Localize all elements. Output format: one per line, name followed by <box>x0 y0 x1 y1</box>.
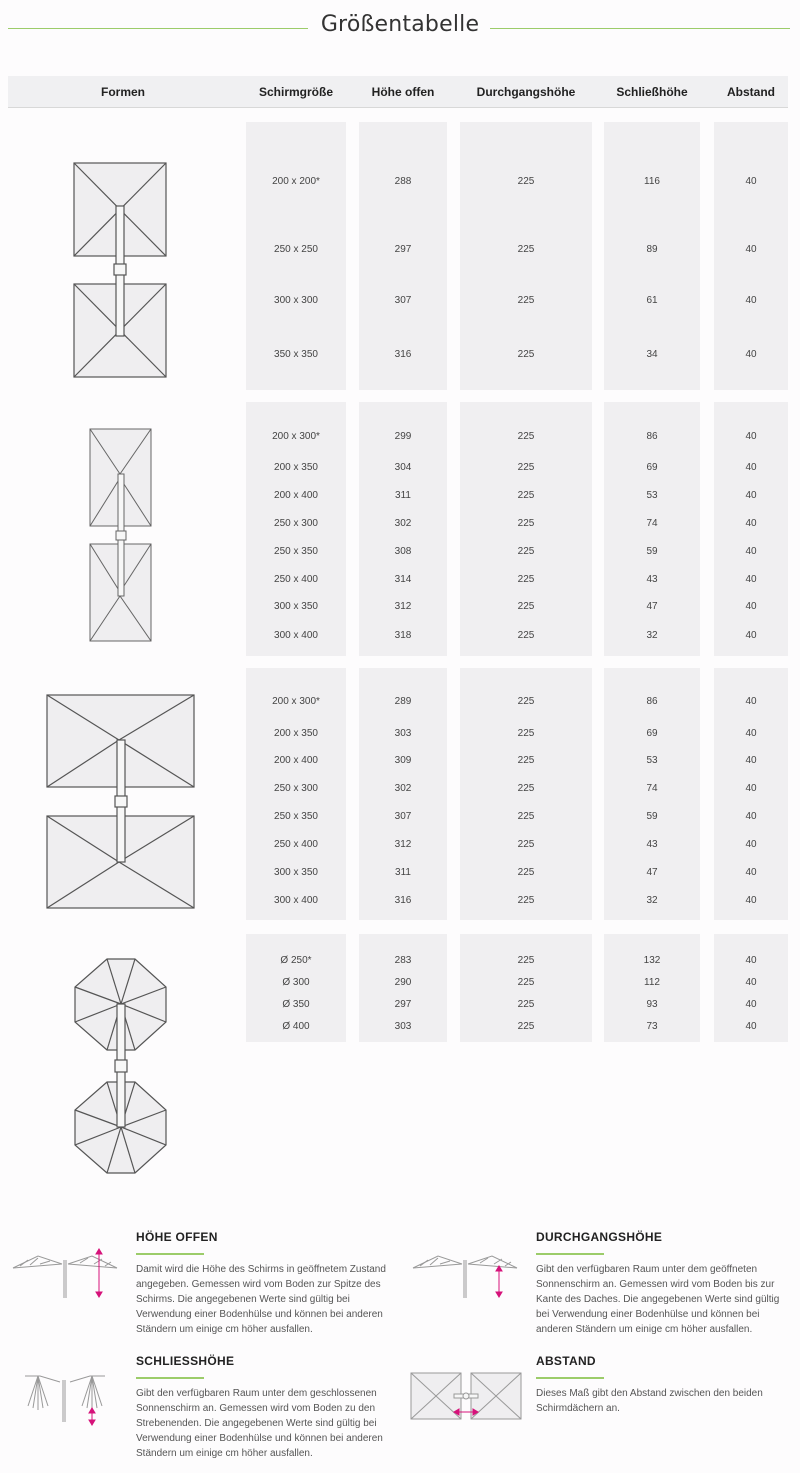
cell-hoehe-offen: 308 <box>394 546 412 557</box>
cell-schliesshoehe: 69 <box>646 728 658 739</box>
cell-schirmgroesse: Ø 250* <box>280 955 312 966</box>
cell-schirmgroesse: 200 x 200* <box>272 176 320 187</box>
cell-durchgangshoehe: 225 <box>517 490 535 501</box>
cell-schirmgroesse: 250 x 250 <box>274 244 318 255</box>
header-schliesshoehe: Schließhöhe <box>616 85 688 99</box>
cell-hoehe-offen: 318 <box>394 630 412 641</box>
cell-abstand: 40 <box>745 431 757 442</box>
cell-schliesshoehe: 43 <box>646 574 658 585</box>
cell-hoehe-offen: 302 <box>394 783 412 794</box>
cell-schliesshoehe: 59 <box>646 811 658 822</box>
cell-schirmgroesse: Ø 400 <box>282 1021 310 1032</box>
legend-underline <box>136 1377 204 1379</box>
cell-hoehe-offen: 307 <box>394 811 412 822</box>
cell-abstand: 40 <box>745 839 757 850</box>
legend-text-durchgangshoehe: Gibt den verfügbaren Raum unter dem geöffneten Sonnenschirm an. Gemessen wird vom Boden bis zur Kante des Daches. Die angegebenen Werte sind gültig bei Verwendung einer Bodenhülse und können bei anderen Ständern um einige cm höher ausfallen. <box>536 1264 780 1335</box>
cell-durchgangshoehe: 225 <box>517 977 535 988</box>
closed-height-diagram-icon <box>20 1368 110 1428</box>
legend-durchgangshoehe <box>400 1220 800 1340</box>
cell-hoehe-offen: 297 <box>394 244 412 255</box>
cell-schirmgroesse: 300 x 350 <box>274 867 318 878</box>
cell-schliesshoehe: 32 <box>646 630 658 641</box>
cell-hoehe-offen: 309 <box>394 755 412 766</box>
cell-schirmgroesse: 300 x 400 <box>274 895 318 906</box>
cell-schirmgroesse: 300 x 400 <box>274 630 318 641</box>
legend-underline <box>136 1253 204 1255</box>
cell-schliesshoehe: 112 <box>644 977 660 988</box>
cell-durchgangshoehe: 225 <box>517 546 535 557</box>
header-schirmgroesse: Schirmgröße <box>258 85 333 99</box>
cell-abstand: 40 <box>745 955 757 966</box>
square-umbrella-pair-icon <box>70 160 170 382</box>
legend-title-durchgangshoehe: DURCHGANGSHÖHE <box>536 1230 663 1244</box>
cell-schliesshoehe: 69 <box>646 462 658 473</box>
legend-abstand <box>400 1344 800 1469</box>
cell-schirmgroesse: 250 x 300 <box>274 783 318 794</box>
cell-abstand: 40 <box>745 518 757 529</box>
legend-text-hoehe-offen: Damit wird die Höhe des Schirms in geöffnetem Zustand angegeben. Gemessen wird vom Boden zur Spitze des Schirms. Die angegebenen Werte sind gültig bei Verwendung einer Bodenhülse und können bei anderen Ständern um einige cm höher ausfallen. <box>136 1264 386 1335</box>
cell-durchgangshoehe: 225 <box>517 630 535 641</box>
cell-schirmgroesse: 200 x 300* <box>272 431 320 442</box>
cell-hoehe-offen: 316 <box>394 895 412 906</box>
cell-abstand: 40 <box>745 601 757 612</box>
cell-abstand: 40 <box>745 1021 757 1032</box>
legend-hoehe-offen <box>0 1220 400 1340</box>
clearance-height-diagram-icon <box>410 1244 520 1304</box>
cell-hoehe-offen: 290 <box>394 977 412 988</box>
cell-schliesshoehe: 132 <box>643 955 661 966</box>
cell-durchgangshoehe: 225 <box>517 999 535 1010</box>
cell-durchgangshoehe: 225 <box>517 574 535 585</box>
cell-abstand: 40 <box>745 630 757 641</box>
legend-title-hoehe-offen: HÖHE OFFEN <box>136 1230 218 1244</box>
cell-schliesshoehe: 53 <box>646 755 658 766</box>
header-formen: Formen <box>100 85 145 99</box>
cell-schliesshoehe: 116 <box>644 176 660 187</box>
cell-durchgangshoehe: 225 <box>517 955 535 966</box>
cell-hoehe-offen: 311 <box>395 490 411 501</box>
open-height-diagram-icon <box>10 1244 120 1304</box>
cell-abstand: 40 <box>745 349 757 360</box>
header-hoehe-offen: Höhe offen <box>371 85 435 99</box>
cell-durchgangshoehe: 225 <box>517 431 535 442</box>
cell-durchgangshoehe: 225 <box>517 783 535 794</box>
cell-durchgangshoehe: 225 <box>517 811 535 822</box>
portrait-rectangle-umbrella-pair-icon <box>86 426 156 644</box>
cell-schliesshoehe: 73 <box>646 1021 658 1032</box>
cell-hoehe-offen: 312 <box>394 839 412 850</box>
cell-abstand: 40 <box>745 999 757 1010</box>
cell-schliesshoehe: 89 <box>646 244 658 255</box>
cell-abstand: 40 <box>745 546 757 557</box>
cell-schliesshoehe: 86 <box>646 431 658 442</box>
header-abstand: Abstand <box>727 85 775 99</box>
cell-hoehe-offen: 288 <box>394 176 412 187</box>
distance-diagram-icon <box>408 1370 524 1422</box>
cell-abstand: 40 <box>745 176 757 187</box>
cell-durchgangshoehe: 225 <box>517 1021 535 1032</box>
cell-schliesshoehe: 32 <box>646 895 658 906</box>
cell-hoehe-offen: 303 <box>394 1021 412 1032</box>
cell-durchgangshoehe: 225 <box>517 755 535 766</box>
cell-hoehe-offen: 314 <box>394 574 412 585</box>
legend-title-schliesshoehe: SCHLIESSHÖHE <box>136 1354 235 1368</box>
cell-hoehe-offen: 299 <box>394 431 412 442</box>
cell-schliesshoehe: 74 <box>646 783 658 794</box>
cell-hoehe-offen: 289 <box>394 696 412 707</box>
cell-hoehe-offen: 316 <box>394 349 412 360</box>
cell-schliesshoehe: 43 <box>646 839 658 850</box>
cell-hoehe-offen: 307 <box>394 295 412 306</box>
cell-schliesshoehe: 53 <box>646 490 658 501</box>
cell-hoehe-offen: 304 <box>394 462 412 473</box>
cell-schirmgroesse: 200 x 400 <box>274 755 318 766</box>
cell-hoehe-offen: 312 <box>394 601 412 612</box>
cell-durchgangshoehe: 225 <box>517 295 535 306</box>
page-title: Größentabelle <box>320 12 480 37</box>
title-divider-right <box>490 28 790 29</box>
cell-schirmgroesse: Ø 350 <box>282 999 310 1010</box>
cell-durchgangshoehe: 225 <box>517 176 535 187</box>
cell-durchgangshoehe: 225 <box>517 728 535 739</box>
cell-schliesshoehe: 93 <box>646 999 658 1010</box>
cell-schirmgroesse: 200 x 350 <box>274 728 318 739</box>
legend-schliesshoehe <box>0 1344 400 1469</box>
cell-abstand: 40 <box>745 755 757 766</box>
legend-title-abstand: ABSTAND <box>536 1354 596 1368</box>
cell-abstand: 40 <box>745 490 757 501</box>
cell-abstand: 40 <box>745 728 757 739</box>
cell-schirmgroesse: 200 x 300* <box>272 696 320 707</box>
cell-hoehe-offen: 283 <box>394 955 412 966</box>
cell-schirmgroesse: 250 x 300 <box>274 518 318 529</box>
legend-underline <box>536 1253 604 1255</box>
cell-durchgangshoehe: 225 <box>517 696 535 707</box>
octagon-umbrella-pair-icon <box>70 956 172 1178</box>
cell-abstand: 40 <box>745 867 757 878</box>
cell-hoehe-offen: 311 <box>395 867 411 878</box>
cell-durchgangshoehe: 225 <box>517 895 535 906</box>
cell-durchgangshoehe: 225 <box>517 601 535 612</box>
legend-text-abstand: Dieses Maß gibt den Abstand zwischen den beiden Schirmdächern an. <box>536 1388 763 1414</box>
table-header <box>8 76 788 108</box>
header-durchgangshoehe: Durchgangshöhe <box>476 85 576 99</box>
cell-schirmgroesse: 250 x 400 <box>274 839 318 850</box>
cell-schliesshoehe: 86 <box>646 696 658 707</box>
cell-abstand: 40 <box>745 977 757 988</box>
cell-durchgangshoehe: 225 <box>517 349 535 360</box>
cell-durchgangshoehe: 225 <box>517 462 535 473</box>
title-bar <box>0 0 800 58</box>
landscape-rectangle-umbrella-pair-icon <box>44 692 198 912</box>
cell-schirmgroesse: 300 x 300 <box>274 295 318 306</box>
cell-schirmgroesse: 300 x 350 <box>274 601 318 612</box>
cell-abstand: 40 <box>745 244 757 255</box>
cell-schirmgroesse: 200 x 350 <box>274 462 318 473</box>
legend-underline <box>536 1377 604 1379</box>
cell-hoehe-offen: 303 <box>394 728 412 739</box>
cell-schliesshoehe: 74 <box>646 518 658 529</box>
cell-durchgangshoehe: 225 <box>517 867 535 878</box>
cell-durchgangshoehe: 225 <box>517 518 535 529</box>
cell-schirmgroesse: 250 x 350 <box>274 546 318 557</box>
cell-durchgangshoehe: 225 <box>517 839 535 850</box>
cell-abstand: 40 <box>745 895 757 906</box>
cell-abstand: 40 <box>745 811 757 822</box>
cell-schliesshoehe: 61 <box>646 295 658 306</box>
cell-schliesshoehe: 47 <box>646 867 658 878</box>
cell-schliesshoehe: 34 <box>646 349 658 360</box>
cell-schirmgroesse: Ø 300 <box>282 977 310 988</box>
cell-schliesshoehe: 59 <box>646 546 658 557</box>
cell-abstand: 40 <box>745 295 757 306</box>
cell-schliesshoehe: 47 <box>646 601 658 612</box>
legend-text-schliesshoehe: Gibt den verfügbaren Raum unter dem geschlossenen Sonnenschirm an. Gemessen wird vom Boden zu den Strebenenden. Die angegebenen Werte sind gültig bei Verwendung einer Bodenhülse und können bei anderen Ständern um einige cm höher ausfallen. <box>136 1388 383 1459</box>
cell-schirmgroesse: 350 x 350 <box>274 349 318 360</box>
cell-schirmgroesse: 250 x 350 <box>274 811 318 822</box>
cell-abstand: 40 <box>745 462 757 473</box>
cell-schirmgroesse: 200 x 400 <box>274 490 318 501</box>
cell-durchgangshoehe: 225 <box>517 244 535 255</box>
cell-hoehe-offen: 297 <box>394 999 412 1010</box>
cell-abstand: 40 <box>745 574 757 585</box>
cell-hoehe-offen: 302 <box>394 518 412 529</box>
cell-abstand: 40 <box>745 696 757 707</box>
cell-schirmgroesse: 250 x 400 <box>274 574 318 585</box>
cell-abstand: 40 <box>745 783 757 794</box>
